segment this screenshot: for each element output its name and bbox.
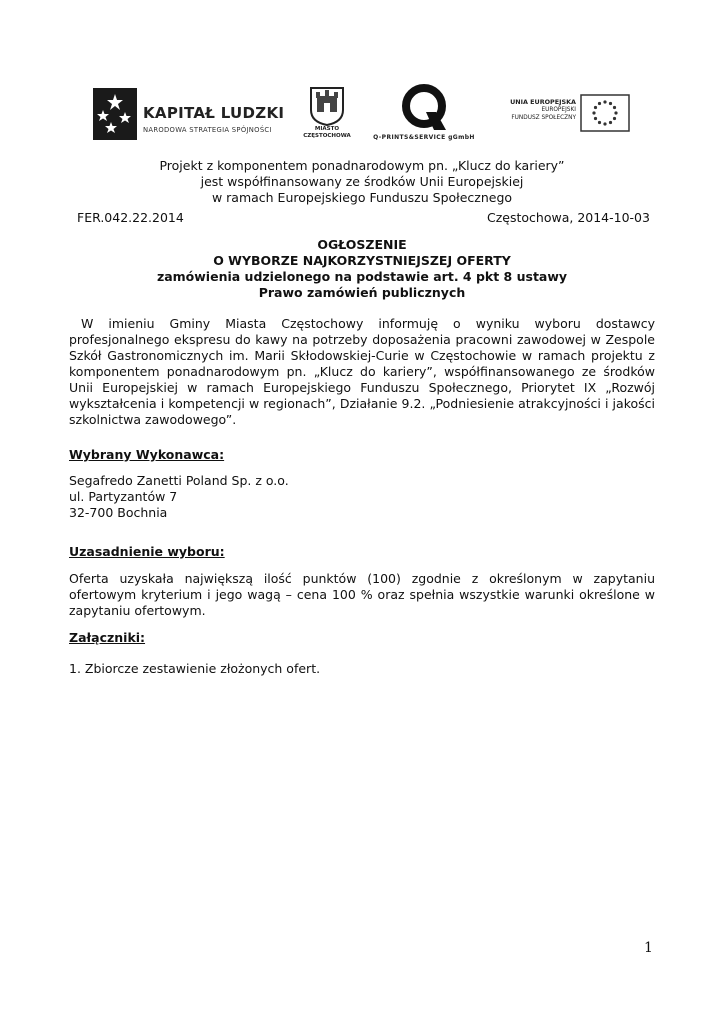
title-line2: O WYBORZE NAJKORZYSTNIEJSZEJ OFERTY [213,253,511,268]
contractor-street: ul. Partyzantów 7 [69,489,178,504]
project-info-line1: Projekt z komponentem ponadnarodowym pn. „Klucz do kariery” [159,158,565,173]
kapital-ludzki-logo [93,84,293,146]
miasto-czestochowa-logo [303,86,351,148]
eu-line3: FUNDUSZ SPOŁECZNY [511,115,576,121]
contractor-city: 32-700 Bochnia [69,505,168,520]
project-info-line3: w ramach Europejskiego Funduszu Społecznego [211,190,513,205]
contractor-name: Segafredo Zanetti Poland Sp. z o.o. [69,473,289,488]
eu-text [488,98,576,122]
justification-heading: Uzasadnienie wyboru: [69,544,225,559]
kapital-ludzki-subtitle: NARODOWA STRATEGIA SPÓJNOŚCI [143,126,272,134]
title-line4: Prawo zamówień publicznych [258,285,466,300]
city-name-line1: MIASTO [314,126,340,132]
attachments-heading: Załączniki: [69,630,146,645]
city-crest-icon [309,86,345,126]
title-line3: zamówienia udzielonego na podstawie art. 4 pkt 8 ustawy [156,269,568,284]
q-prints-logo [365,84,483,146]
q-prints-emblem-icon [400,84,448,132]
q-prints-name: Q-PRINTS&SERVICE gGmbH [373,134,475,141]
kapital-ludzki-emblem-icon [93,88,137,140]
kapital-ludzki-title: KAPITAŁ LUDZKI [143,104,285,122]
place-date: Częstochowa, 2014-10-03 [487,210,650,225]
eu-flag-icon [580,94,630,132]
page-number: 1 [644,940,653,956]
reference-number: FER.042.22.2014 [77,210,184,225]
eu-line1: UNIA EUROPEJSKA [510,98,576,106]
eu-logo [488,94,636,134]
selected-contractor-heading: Wybrany Wykonawca: [69,447,225,462]
justification-text: Oferta uzyskała największą ilość punktów (100) zgodnie z określonym w zapytaniu ofertowym kryterium i jego wagą – cena 100 % oraz spełnia wszystkie warunki określone w zapytaniu ofertowym. [69,571,655,618]
intro-paragraph: W imieniu Gminy Miasta Częstochowy informuję o wyniku wyboru dostawcy profesjonalnego ekspresu do kawy na potrzeby doposażenia pracowni zawodowej w Zespole Szkół Gastronomicznych im. Marii Skłodowskiej-Curie w Częstochowie w ramach projektu z komponentem ponadnarodowym pn. „Klucz do kariery”, współfinansowanego ze środków Unii Europejskiej w ramach Europejskiego Funduszu Społecznego, Priorytet IX „Rozwój wykształcenia i kompetencji w regionach”, Działanie 9.2. „Podniesienie atrakcyjności i jakości szkolnictwa zawodowego”. [69,316,655,427]
eu-line2: EUROPEJSKI [541,107,576,113]
city-name-line2: CZĘSTOCHOWA [303,133,351,139]
logo-bar [0,80,724,150]
project-info-line2: jest współfinansowany ze środków Unii Europejskiej [200,174,524,189]
title-line1: OGŁOSZENIE [317,237,407,252]
attachment-item-1: 1. Zbiorcze zestawienie złożonych ofert. [69,661,321,676]
